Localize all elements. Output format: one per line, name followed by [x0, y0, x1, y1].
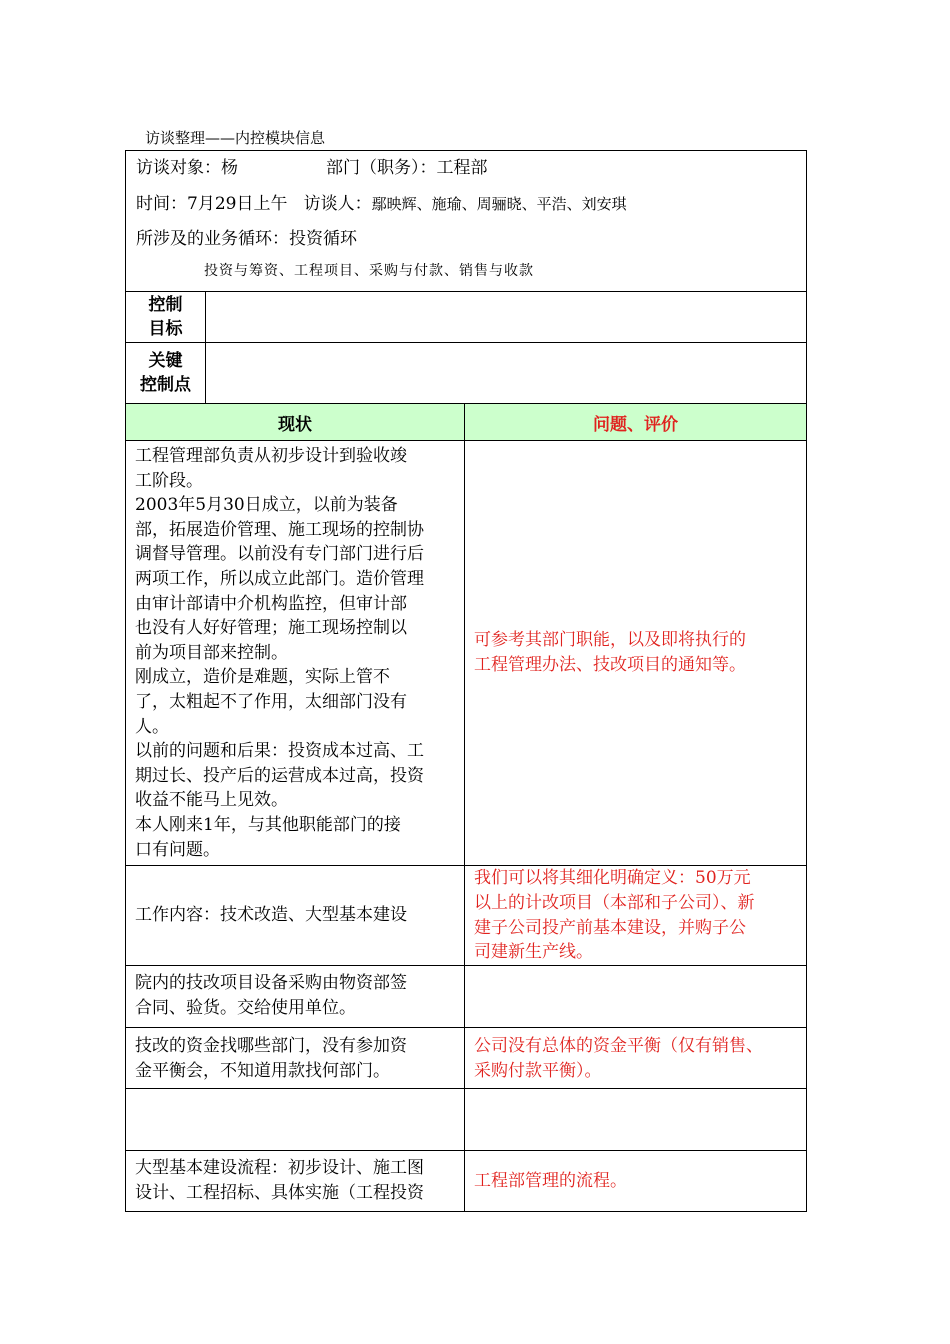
sub-cycles: 投资与筹资、工程项目、采购与付款、销售与收款 — [204, 263, 534, 279]
dept-label: 部门（职务）： — [326, 158, 437, 178]
issues-cell — [465, 966, 806, 1027]
interviewer-label: 访谈人： — [303, 194, 372, 214]
cell-line: 以上的计改项目（本部和子公司）、新 — [474, 892, 755, 913]
cycle-label: 所涉及的业务循环： — [136, 229, 289, 249]
cell-line: 收益不能马上见效。 — [135, 790, 288, 811]
cell-line: 期过长、投产后的运营成本过高，投资 — [135, 765, 424, 786]
cell-line: 工作内容：技术改造、大型基本建设 — [135, 905, 407, 926]
cell-line: 司建新生产线。 — [474, 942, 593, 963]
interview-info — [126, 151, 806, 292]
control-goal-value — [206, 292, 806, 342]
table-row — [126, 1028, 806, 1089]
table-row — [126, 966, 806, 1028]
status-cell — [126, 866, 465, 965]
control-goal-row — [126, 292, 806, 343]
key-control-value — [206, 343, 806, 403]
page-title: 访谈整理——内控模块信息 — [145, 129, 326, 147]
issues-header: 问题、评价 — [593, 414, 678, 435]
issues-cell — [465, 1151, 806, 1211]
cell-line: 部，拓展造价管理、施工现场的控制协 — [135, 519, 424, 540]
cell-line: 工阶段。 — [135, 470, 203, 491]
cell-line: 金平衡会，不知道用款找何部门。 — [135, 1060, 390, 1081]
cell-line: 设计、工程招标、具体实施（工程投资 — [135, 1182, 424, 1203]
cell-line: 口有问题。 — [135, 839, 220, 860]
cell-line: 工程管理办法、技改项目的通知等。 — [474, 655, 746, 675]
status-header: 现状 — [126, 404, 465, 440]
cell-line: 院内的技改项目设备采购由物资部签 — [135, 973, 407, 993]
issues-cell — [465, 441, 806, 865]
dept-value: 工程部 — [436, 158, 488, 178]
status-cell — [126, 1028, 465, 1088]
interview-table — [125, 150, 807, 1212]
time-value: 7月29日上午 — [187, 194, 288, 214]
table-row — [126, 866, 806, 966]
time-label: 时间： — [136, 194, 187, 214]
key-control-label — [126, 343, 206, 403]
cell-line: 采购付款平衡）。 — [474, 1060, 602, 1081]
time-line — [136, 189, 627, 214]
key-control-label-line1: 关键 — [148, 351, 183, 371]
status-cell — [126, 1089, 465, 1150]
interviewee-label: 访谈对象： — [136, 158, 221, 178]
table-header — [126, 404, 806, 441]
cell-line: 由审计部请中介机构监控，但审计部 — [135, 593, 407, 614]
cell-line: 大型基本建设流程：初步设计、施工图 — [135, 1158, 424, 1178]
control-goal-label-line2: 目标 — [148, 319, 183, 339]
cell-line: 工程管理部负责从初步设计到验收竣 — [135, 446, 407, 466]
cycle-value: 投资循环 — [289, 229, 357, 249]
cell-line: 合同、验货。交给使用单位。 — [135, 997, 356, 1018]
control-goal-label-line1: 控制 — [148, 295, 183, 315]
cycle-line — [136, 224, 357, 249]
key-control-row — [126, 343, 806, 404]
interviewee-line — [136, 153, 488, 178]
control-goal-label — [126, 292, 206, 342]
status-cell — [126, 1151, 465, 1211]
cell-line: 2003年5月30日成立，以前为装备 — [135, 495, 398, 516]
cell-line: 技改的资金找哪些部门，没有参加资 — [135, 1036, 407, 1056]
cell-line: 公司没有总体的资金平衡（仅有销售、 — [474, 1036, 763, 1056]
status-cell — [126, 966, 465, 1027]
table-row — [126, 441, 806, 866]
status-cell — [126, 441, 465, 865]
cell-line: 调督导管理。以前没有专门部门进行后 — [135, 544, 424, 565]
cell-line: 了，太粗起不了作用，太细部门没有 — [135, 691, 407, 712]
cell-line: 可参考其部门职能，以及即将执行的 — [474, 630, 746, 651]
cell-line: 两项工作，所以成立此部门。造价管理 — [135, 568, 424, 589]
table-row — [126, 1089, 806, 1151]
cell-line: 以前的问题和后果：投资成本过高、工 — [135, 741, 424, 762]
issues-cell — [465, 866, 806, 965]
issues-cell — [465, 1089, 806, 1150]
table-row — [126, 1151, 806, 1211]
cell-line: 建子公司投产前基本建设，并购子公 — [474, 917, 746, 938]
cell-line: 我们可以将其细化明确定义：50万元 — [474, 868, 751, 889]
issues-cell — [465, 1028, 806, 1088]
key-control-label-line2: 控制点 — [140, 375, 191, 395]
cell-line: 本人刚来1年，与其他职能部门的接 — [135, 814, 401, 835]
interviewee-value: 杨 — [221, 158, 238, 178]
cell-line: 前为项目部来控制。 — [135, 642, 288, 663]
cell-line: 人。 — [135, 716, 169, 737]
cell-line: 也没有人好好管理；施工现场控制以 — [135, 618, 407, 639]
interviewers-value: 鄢映辉、施瑜、周骊晓、平浩、刘安琪 — [371, 195, 627, 213]
cell-line: 刚成立，造价是难题，实际上管不 — [135, 667, 390, 688]
cell-line: 工程部管理的流程。 — [474, 1170, 627, 1191]
